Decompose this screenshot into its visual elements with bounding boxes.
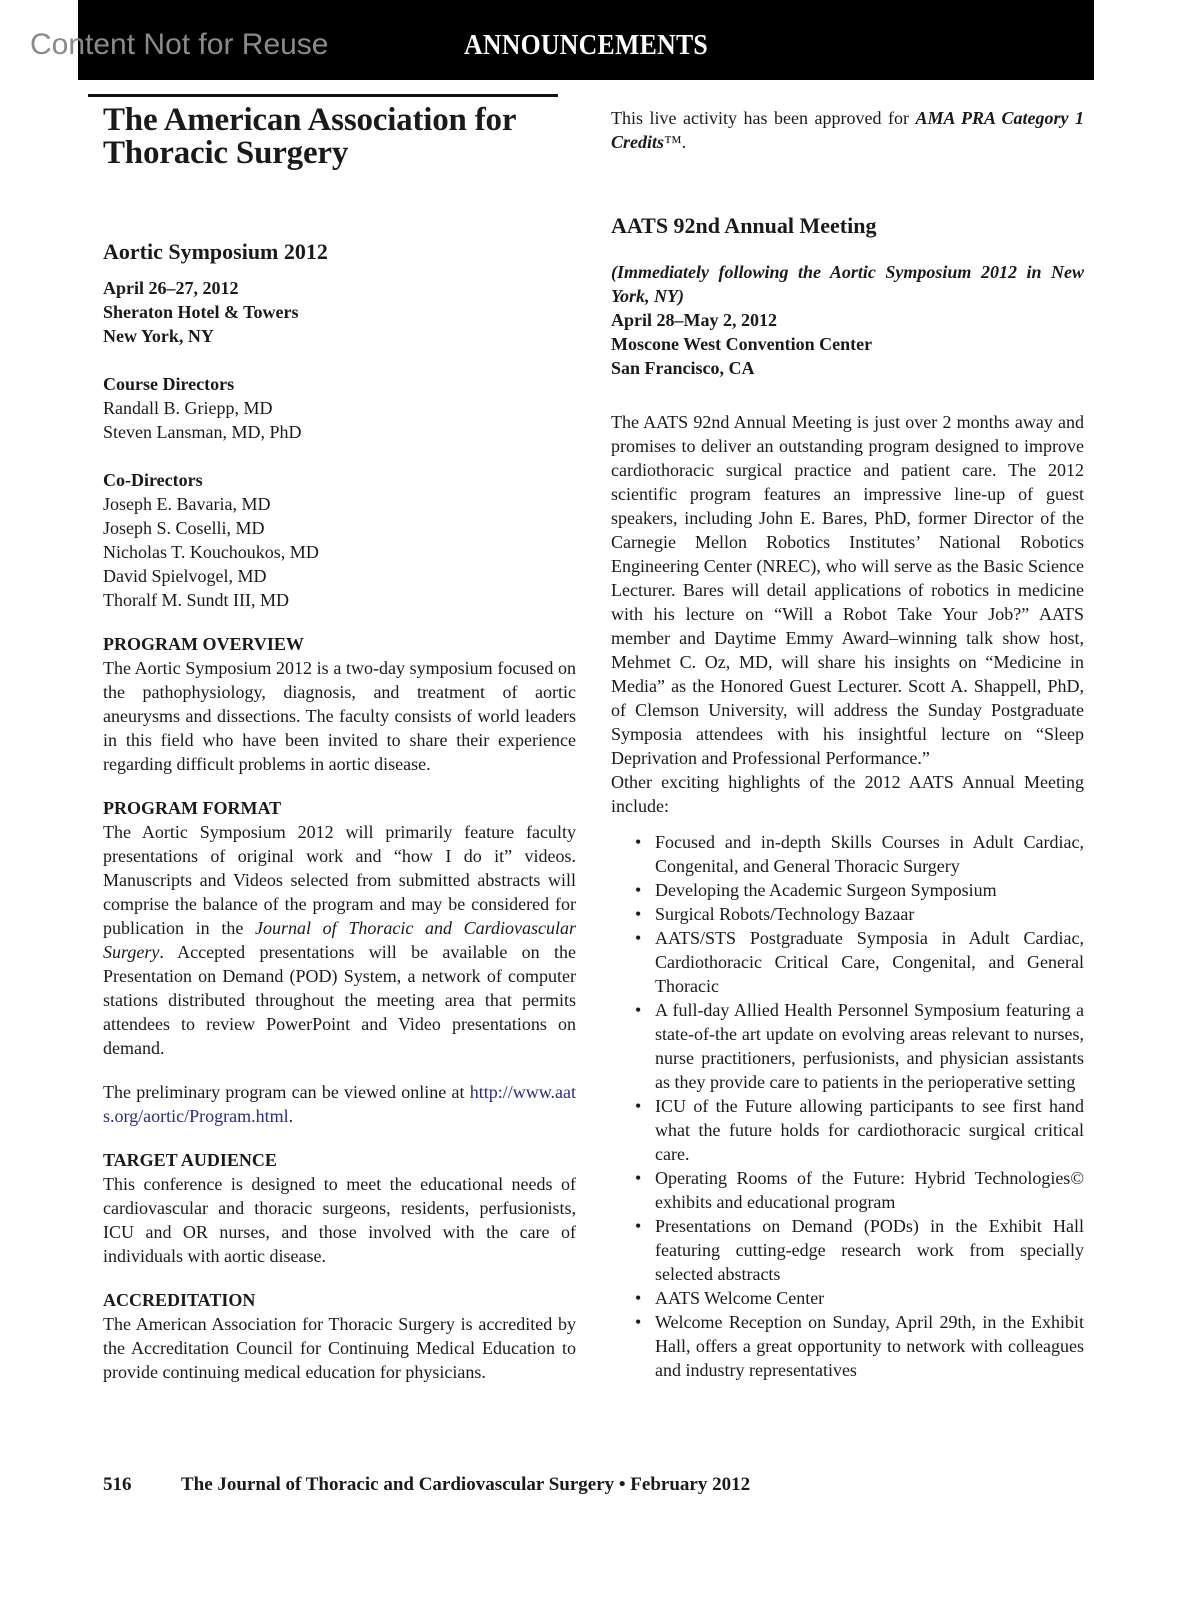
co-director: Thoralf M. Sundt III, MD [103, 590, 289, 610]
highlights-intro: Other exciting highlights of the 2012 AATS Annual Meeting include: [611, 772, 1084, 816]
meeting-title: AATS 92nd Annual Meeting [611, 213, 877, 238]
credit-name: AMA PRA Category 1 Credits [611, 108, 1084, 152]
journal-name: Journal of Thoracic and Cardiovascular Surgery [103, 918, 576, 962]
meeting-venue: Moscone West Convention Center [611, 334, 873, 354]
audience-heading: TARGET AUDIENCE [103, 1150, 277, 1170]
event-city: New York, NY [103, 326, 214, 346]
event-title: Aortic Symposium 2012 [103, 239, 328, 264]
prelim-program-text: The preliminary program can be viewed online at http://www.aats.org/aortic/Program.html. [103, 1082, 576, 1126]
meeting-text: The AATS 92nd Annual Meeting is just over 2 months away and promises to deliver an outstanding program designed to improve cardiothoracic surgical practice and patient care. The 2012 scientific program features an impressive line-up of guest speakers, including John E. Bares, PhD, former Director of the Carnegie Mellon Robotics Institutes’ National Robotics Engineering Center (NREC), who will serve as the Basic Science Lecturer. Bares will detail applications of robotics in medicine with his lecture on “Will a Robot Take Your Job?” AATS member and Daytime Emmy Award–winning talk show host, Mehmet C. Oz, MD, will share his insights on “Medicine in Media” as the Honored Guest Lecturer. Scott A. Shappell, PhD, of Clemson University, will address the Sunday Postgraduate Symposia attendees with his insightful lecture on “Sleep Deprivation and Professional Performance.” [611, 412, 1084, 768]
course-director: Steven Lansman, MD, PhD [103, 422, 302, 442]
list-item: • AATS Welcome Center [611, 1286, 1084, 1310]
meeting-date: April 28–May 2, 2012 [611, 310, 777, 330]
journal-line: The Journal of Thoracic and Cardiovascular Surgery • February 2012 [181, 1474, 751, 1495]
co-director: David Spielvogel, MD [103, 566, 267, 586]
co-director: Nicholas T. Kouchoukos, MD [103, 542, 319, 562]
list-item: • Developing the Academic Surgeon Symposium [611, 878, 1084, 902]
overview-text: The Aortic Symposium 2012 is a two-day symposium focused on the pathophysiology, diagnosis, and treatment of aortic aneurysms and dissections. The faculty consists of world leaders in this field who have been invited to share their experience regarding difficult problems in aortic disease. [103, 658, 576, 774]
program-link[interactable]: http://www.aats.org/aortic/Program.html [103, 1082, 576, 1126]
event-venue: Sheraton Hotel & Towers [103, 302, 299, 322]
title-rule [88, 94, 558, 97]
left-column [103, 100, 576, 1384]
audience-text: This conference is designed to meet the educational needs of cardiovascular and thoracic surgeons, residents, perfusionists, ICU and OR nurses, and those involved with the care of individuals with aortic disease. [103, 1174, 576, 1266]
accreditation-heading: ACCREDITATION [103, 1290, 256, 1310]
event-date: April 26–27, 2012 [103, 278, 239, 298]
list-item: • Surgical Robots/Technology Bazaar [611, 902, 1084, 926]
meeting-city: San Francisco, CA [611, 358, 755, 378]
accreditation-text: The American Association for Thoracic Surgery is accredited by the Accreditation Council for Continuing Medical Education to provide continuing medical education for physicians. [103, 1314, 576, 1382]
org-title-line-2: Thoracic Surgery [103, 135, 349, 171]
list-item: • Operating Rooms of the Future: Hybrid Technologies© exhibits and educational program [611, 1166, 1084, 1214]
meeting-note: (Immediately following the Aortic Symposium 2012 in New York, NY) [611, 262, 1084, 306]
highlights-list [611, 830, 1084, 1382]
list-item: • AATS/STS Postgraduate Symposia in Adult Cardiac, Cardiothoracic Critical Care, Congenital, and General Thoracic [611, 926, 1084, 998]
list-item: • ICU of the Future allowing participants to see first hand what the future holds for cardiothoracic surgical critical care. [611, 1094, 1084, 1166]
overview-heading: PROGRAM OVERVIEW [103, 634, 304, 654]
co-director: Joseph S. Coselli, MD [103, 518, 265, 538]
approval-text: This live activity has been approved for AMA PRA Category 1 Credits™. [611, 108, 1084, 152]
co-directors-label: Co-Directors [103, 470, 203, 490]
section-title: ANNOUNCEMENTS [463, 30, 709, 61]
watermark: Content Not for Reuse [30, 28, 329, 61]
org-title-line-1: The American Association for [103, 102, 517, 138]
co-director: Joseph E. Bavaria, MD [103, 494, 271, 514]
page-number: 516 [103, 1474, 132, 1495]
list-item: • A full-day Allied Health Personnel Symposium featuring a state-of-the art update on evolving areas relevant to nurses, nurse practitioners, perfusionists, and physician assistants as they provide care to patients in the perioperative setting [611, 998, 1084, 1094]
org-title [103, 104, 576, 170]
right-column [611, 100, 1084, 1382]
list-item: • Welcome Reception on Sunday, April 29th, in the Exhibit Hall, offers a great opportunity to network with colleagues and industry representatives [611, 1310, 1084, 1382]
format-heading: PROGRAM FORMAT [103, 798, 282, 818]
course-director: Randall B. Griepp, MD [103, 398, 273, 418]
course-directors-label: Course Directors [103, 374, 235, 394]
format-text: The Aortic Symposium 2012 will primarily feature faculty presentations of original work and “how I do it” videos. Manuscripts and Videos selected from submitted abstracts will comprise the balance of the program and may be considered for publication in the Journal of Thoracic and Cardiovascular Surgery. Accepted presentations will be available on the Presentation on Demand (POD) System, a network of computer stations distributed throughout the meeting area that permits attendees to review PowerPoint and Video presentations on demand. [103, 822, 576, 1058]
list-item: • Presentations on Demand (PODs) in the Exhibit Hall featuring cutting-edge research work from specially selected abstracts [611, 1214, 1084, 1286]
list-item: • Focused and in-depth Skills Courses in Adult Cardiac, Congenital, and General Thoracic Surgery [611, 830, 1084, 878]
page-footer [103, 1474, 750, 1496]
